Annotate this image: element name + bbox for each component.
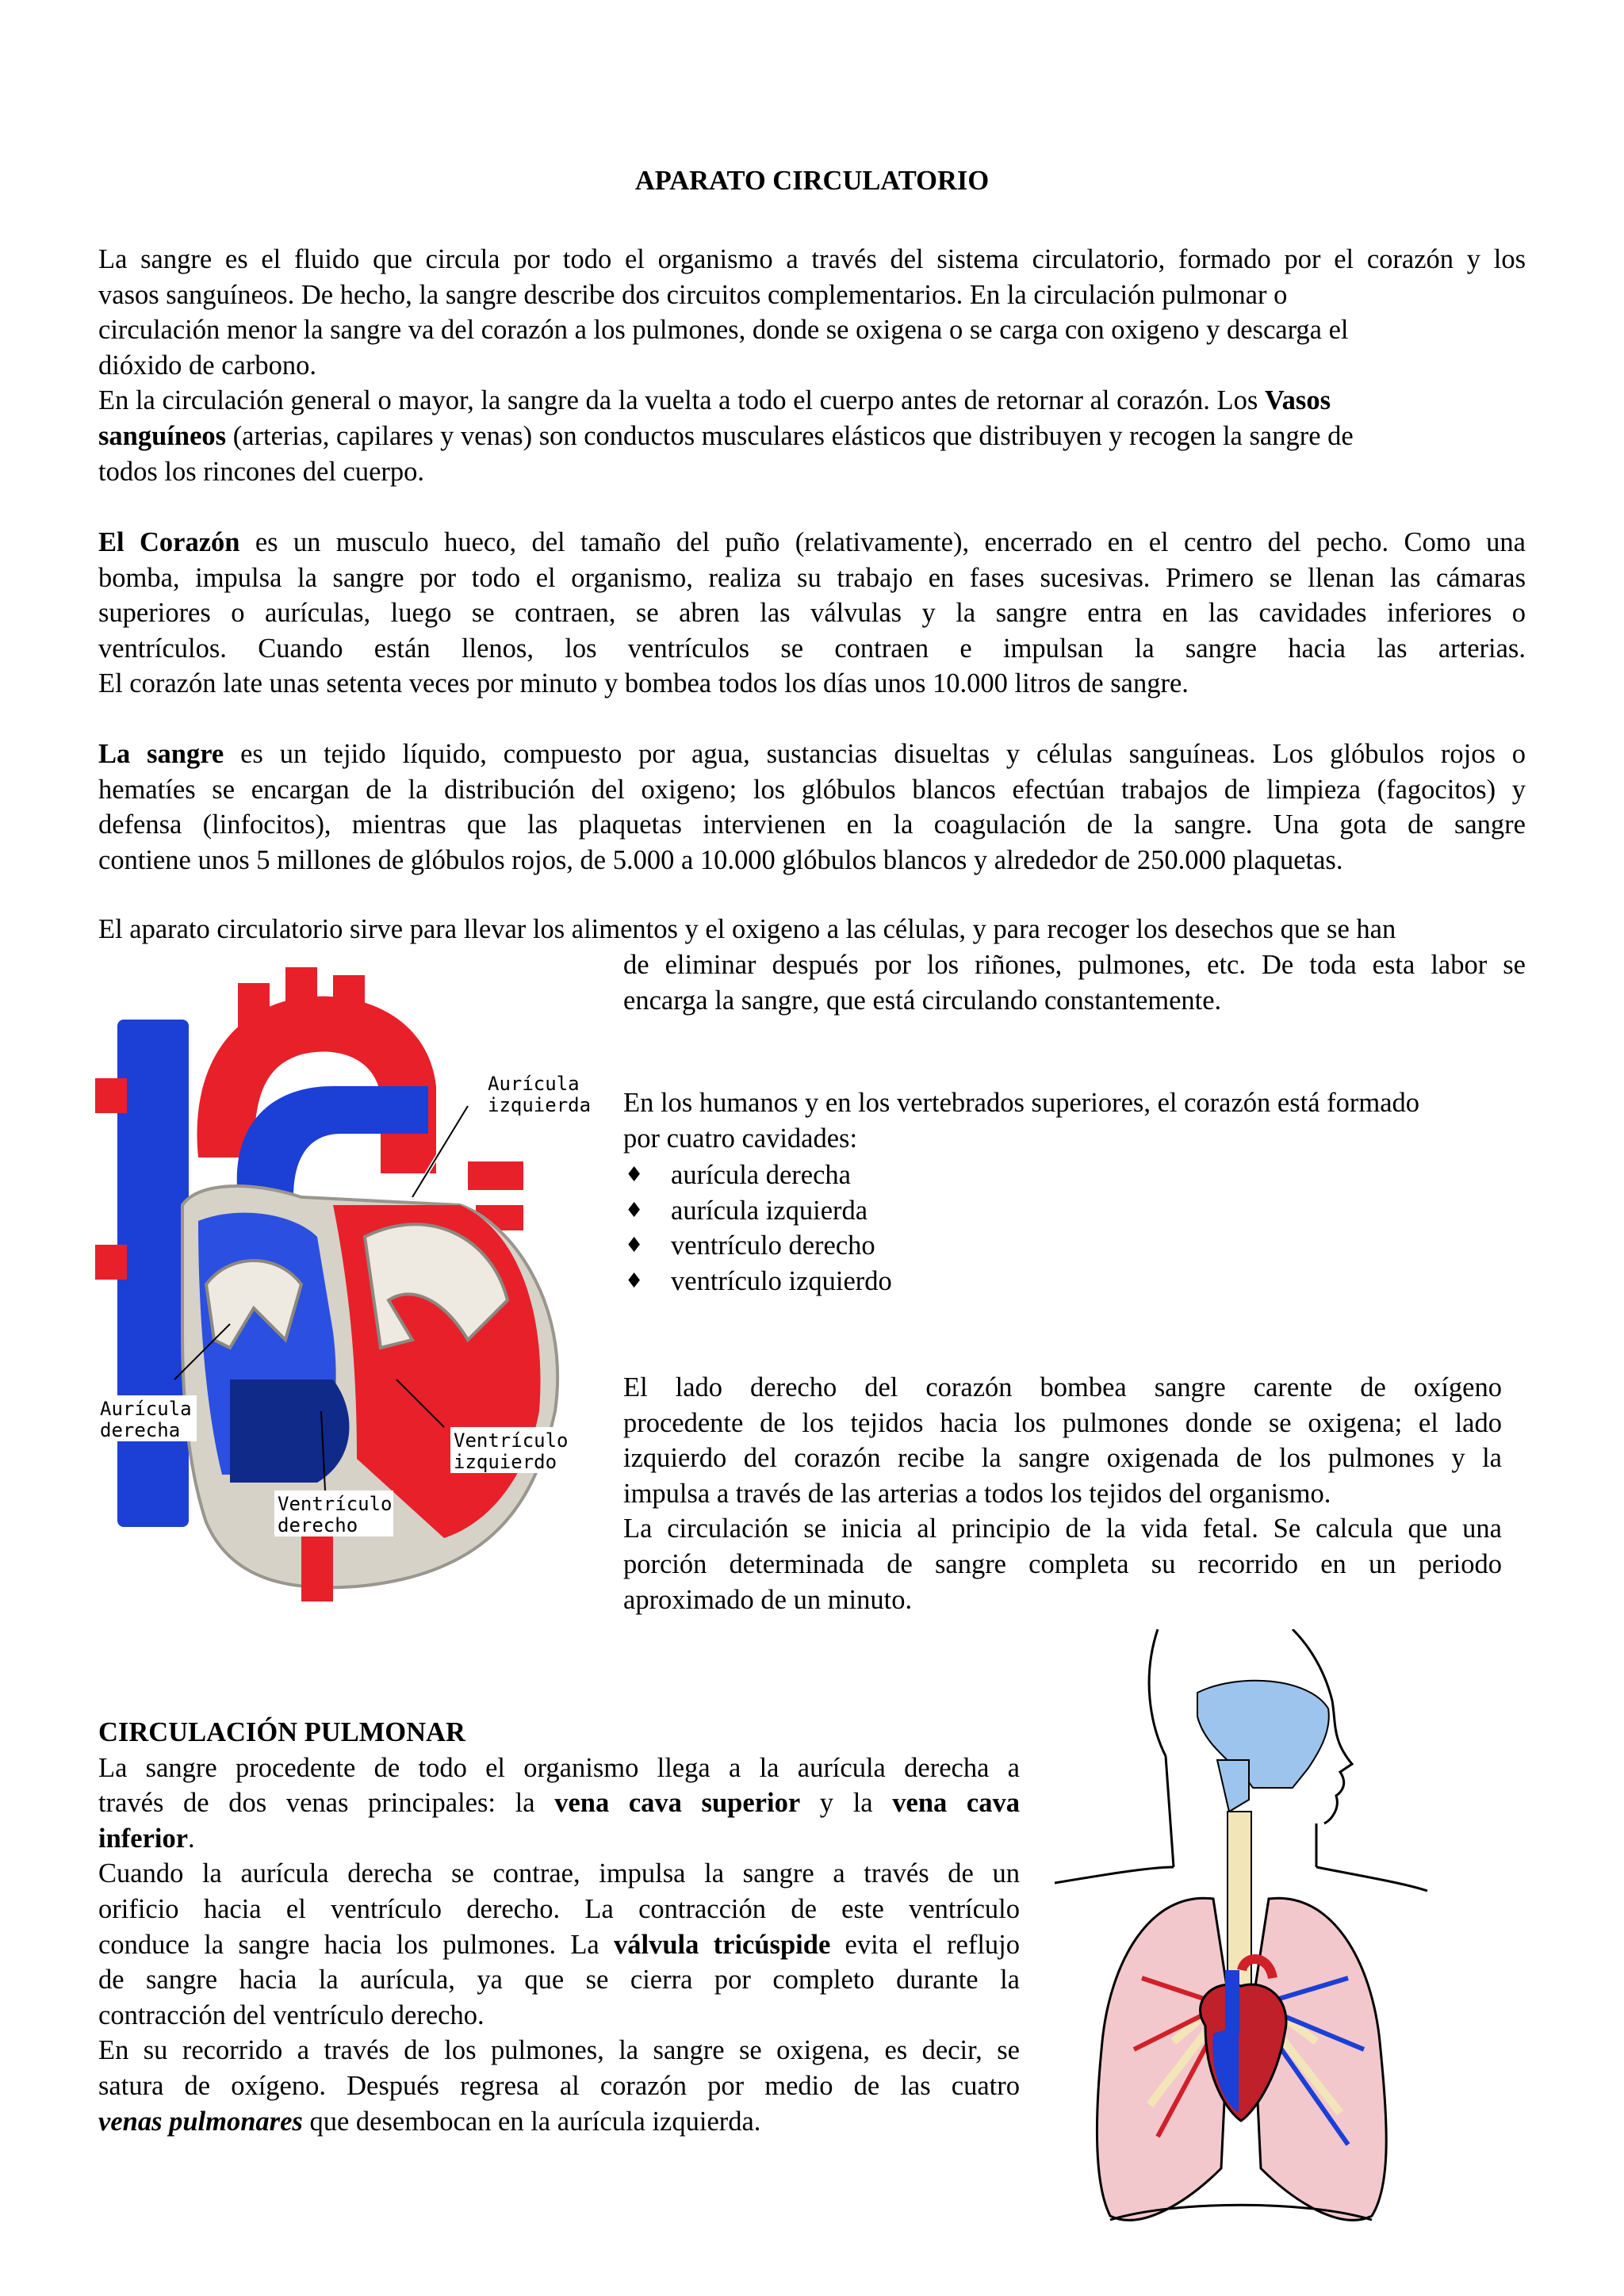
list-item xyxy=(623,1264,892,1299)
diamond-bullet-icon: ♦ xyxy=(625,1163,644,1187)
heart-line: superiores o aurículas, luego se contraen, se abren las válvulas y la sangre entra en las cavidades inferiores o xyxy=(98,598,1526,629)
label-auricula-izquierda: Aurícula xyxy=(488,1073,580,1095)
cavities-list xyxy=(623,1158,892,1299)
intro-paragraph xyxy=(98,242,1526,489)
heart-line xyxy=(98,525,1526,561)
pulmonary-line xyxy=(98,1785,1020,1821)
list-item-text: aurícula izquierda xyxy=(671,1195,868,1226)
function-line: El aparato circulatorio sirve para llevar los alimentos y el oxigeno a las células, y para recoger los desechos que se han xyxy=(98,914,1396,944)
pulmonary-line xyxy=(98,1821,1020,1857)
blood-line: hematíes se encargan de la distribución del oxigeno; los glóbulos blancos efectúan trabajos de limpieza (fagocitos) y xyxy=(98,774,1526,805)
nasal-airway xyxy=(1197,1681,1329,1788)
label-ventriculo-izquierdo: izquierdo xyxy=(454,1451,557,1473)
list-item-text: aurícula derecha xyxy=(671,1160,851,1190)
sides-line: izquierdo del corazón recibe la sangre oxigenada de los pulmones y la xyxy=(623,1443,1502,1474)
intro-line: vasos sanguíneos. De hecho, la sangre describe dos circuitos complementarios. En la circulación pulmonar o xyxy=(98,279,1288,310)
pulmonary-line: orificio hacia el ventrículo derecho. La contracción de este ventrículo xyxy=(98,1893,1020,1924)
list-item-text: ventrículo derecho xyxy=(671,1230,875,1261)
section-heading: CIRCULACIÓN PULMONAR xyxy=(98,1717,465,1747)
intro-line xyxy=(98,419,1526,454)
left-branch-red xyxy=(95,1245,127,1280)
list-item xyxy=(623,1158,892,1193)
heart-diagram xyxy=(95,967,603,1601)
pulmonary-line xyxy=(98,2104,1020,2140)
function-line: de eliminar después por los riñones, pulmones, etc. De toda esta labor se xyxy=(623,950,1526,980)
list-item xyxy=(623,1193,892,1229)
intro-line: circulación menor la sangre va del corazón a los pulmones, donde se oxigena o se carga con oxigeno y descarga el xyxy=(98,315,1349,346)
blood-text: es un tejido líquido, compuesto por agua, sustancias disueltas y células sanguíneas. Los glóbulos rojos o xyxy=(224,739,1526,769)
pulmonary-line: En su recorrido a través de los pulmones, la sangre se oxigena, es decir, se xyxy=(98,2035,1020,2066)
heart-text: es un musculo hueco, del tamaño del puño (relativamente), encerrado en el centro del pecho. Como una xyxy=(239,527,1526,557)
blood-line xyxy=(98,737,1526,772)
bold-term: Vasos xyxy=(1264,385,1331,416)
pharynx xyxy=(1217,1760,1249,1812)
label-auricula-derecha: derecha xyxy=(100,1419,181,1441)
bold-term: vena cava xyxy=(892,1788,1020,1819)
vena-cava-vessel xyxy=(117,1020,189,1527)
pulmonary-text: conduce la sangre hacia los pulmones. La xyxy=(98,1929,615,1960)
pulmonary-vein xyxy=(468,1161,523,1190)
bold-italic-term: venas pulmonares xyxy=(98,2106,303,2137)
pulmonary-line: satura de oxígeno. Después regresa al corazón por medio de las cuatro xyxy=(98,2070,1020,2101)
pulmonary-line: La sangre procedente de todo el organismo llega a la aurícula derecha a xyxy=(98,1752,1020,1783)
bold-term: La sangre xyxy=(98,739,224,769)
label-ventriculo-derecho: derecho xyxy=(278,1514,358,1536)
pulmonary-text: través de dos venas principales: la xyxy=(98,1788,555,1819)
diamond-bullet-icon: ♦ xyxy=(625,1198,644,1223)
heart-paragraph xyxy=(98,525,1526,702)
artery-branch xyxy=(285,967,317,1023)
heart-line: bomba, impulsa la sangre por todo el organismo, realiza su trabajo en fases sucesivas. Primero se llenan las cámaras xyxy=(98,562,1526,593)
pulmonary-text: y la xyxy=(800,1788,893,1819)
label-ventriculo-izquierdo: Ventrículo xyxy=(454,1429,569,1452)
bold-term: inferior xyxy=(98,1823,189,1854)
bold-term: vena cava superior xyxy=(554,1788,801,1819)
function-line: encarga la sangre, que está circulando constantemente. xyxy=(623,985,1222,1016)
sides-line: El lado derecho del corazón bombea sangre carente de oxígeno xyxy=(623,1372,1502,1402)
diamond-bullet-icon: ♦ xyxy=(625,1234,644,1258)
diamond-bullet-icon: ♦ xyxy=(625,1269,644,1293)
pulmonary-line: de sangre hacia la aurícula, ya que se cierra por completo durante la xyxy=(98,1965,1020,1996)
aorta-arch xyxy=(197,997,437,1173)
label-auricula-derecha: Aurícula xyxy=(100,1398,192,1420)
heart-line: El corazón late unas setenta veces por minuto y bombea todos los días unos 10.000 litros de sangre. xyxy=(98,668,1189,699)
label-auricula-izquierda: izquierda xyxy=(488,1094,592,1116)
right-ventricle-dark xyxy=(230,1380,349,1483)
blood-paragraph xyxy=(98,737,1526,878)
pulmonary-text: . xyxy=(188,1823,195,1854)
cavities-line: por cuatro cavidades: xyxy=(623,1123,858,1154)
artery-branch xyxy=(333,975,365,1031)
intro-line: dióxido de carbono. xyxy=(98,350,316,381)
intro-text: (arterias, capilares y venas) son conductos musculares elásticos que distribuyen y recogen la sangre de xyxy=(226,420,1354,451)
page-title: APARATO CIRCULATORIO xyxy=(634,166,990,196)
pulmonary-text: evita el reflujo xyxy=(830,1929,1021,1960)
intro-line: La sangre es el fluido que circula por todo el organismo a través del sistema circulatorio, formado por el corazón y los xyxy=(98,244,1526,274)
sides-line: aproximado de un minuto. xyxy=(623,1584,913,1615)
sides-line: porción determinada de sangre completa su recorrido en un periodo xyxy=(623,1548,1502,1579)
bold-term: válvula tricúspide xyxy=(614,1929,831,1960)
intro-line: todos los rincones del cuerpo. xyxy=(98,456,425,487)
pulmonary-line: contracción del ventrículo derecho. xyxy=(98,1999,485,2030)
pulmonary-section xyxy=(98,1715,1020,2139)
artery-branch xyxy=(238,983,270,1039)
pulmonary-line xyxy=(98,1927,1020,1963)
sides-paragraph xyxy=(623,1370,1502,1617)
blood-line: contiene unos 5 millones de glóbulos rojos, de 5.000 a 10.000 glóbulos blancos y alrededor de 250.000 plaquetas. xyxy=(98,844,1343,875)
sides-line: La circulación se inicia al principio de la vida fetal. Se calcula que una xyxy=(623,1513,1502,1544)
neck-line xyxy=(1166,1756,1174,1867)
cavities-line: En los humanos y en los vertebrados superiores, el corazón está formado xyxy=(623,1088,1420,1118)
bold-term: sanguíneos xyxy=(98,420,227,451)
pulmonary-text: que desembocan en la aurícula izquierda. xyxy=(302,2106,761,2137)
list-item-text: ventrículo izquierdo xyxy=(671,1265,892,1296)
intro-line xyxy=(98,383,1526,419)
sides-line: impulsa a través de las arterias a todos los tejidos del organismo. xyxy=(623,1478,1331,1509)
heart-line: ventrículos. Cuando están llenos, los ventrículos se contraen e impulsan la sangre hacia las arterias. xyxy=(98,633,1526,664)
vena-cava xyxy=(1225,1970,1239,2034)
left-branch-red xyxy=(95,1078,127,1113)
head-outline xyxy=(1149,1629,1166,1756)
intro-text: En la circulación general o mayor, la sangre da la vuelta a todo el cuerpo antes de retornar al corazón. Los xyxy=(98,385,1258,416)
sides-line: procedente de los tejidos hacia los pulmones donde se oxigena; el lado xyxy=(623,1407,1502,1438)
pulmonary-line: Cuando la aurícula derecha se contrae, impulsa la sangre a través de un xyxy=(98,1858,1020,1889)
blood-line: defensa (linfocitos), mientras que las plaquetas intervienen en la coagulación de la sangre. Una gota de sangre xyxy=(98,809,1526,840)
label-ventriculo-derecho: Ventrículo xyxy=(278,1493,393,1515)
list-item xyxy=(623,1228,892,1264)
bold-term: El Corazón xyxy=(98,527,240,557)
lungs-diagram xyxy=(1055,1629,1530,2263)
